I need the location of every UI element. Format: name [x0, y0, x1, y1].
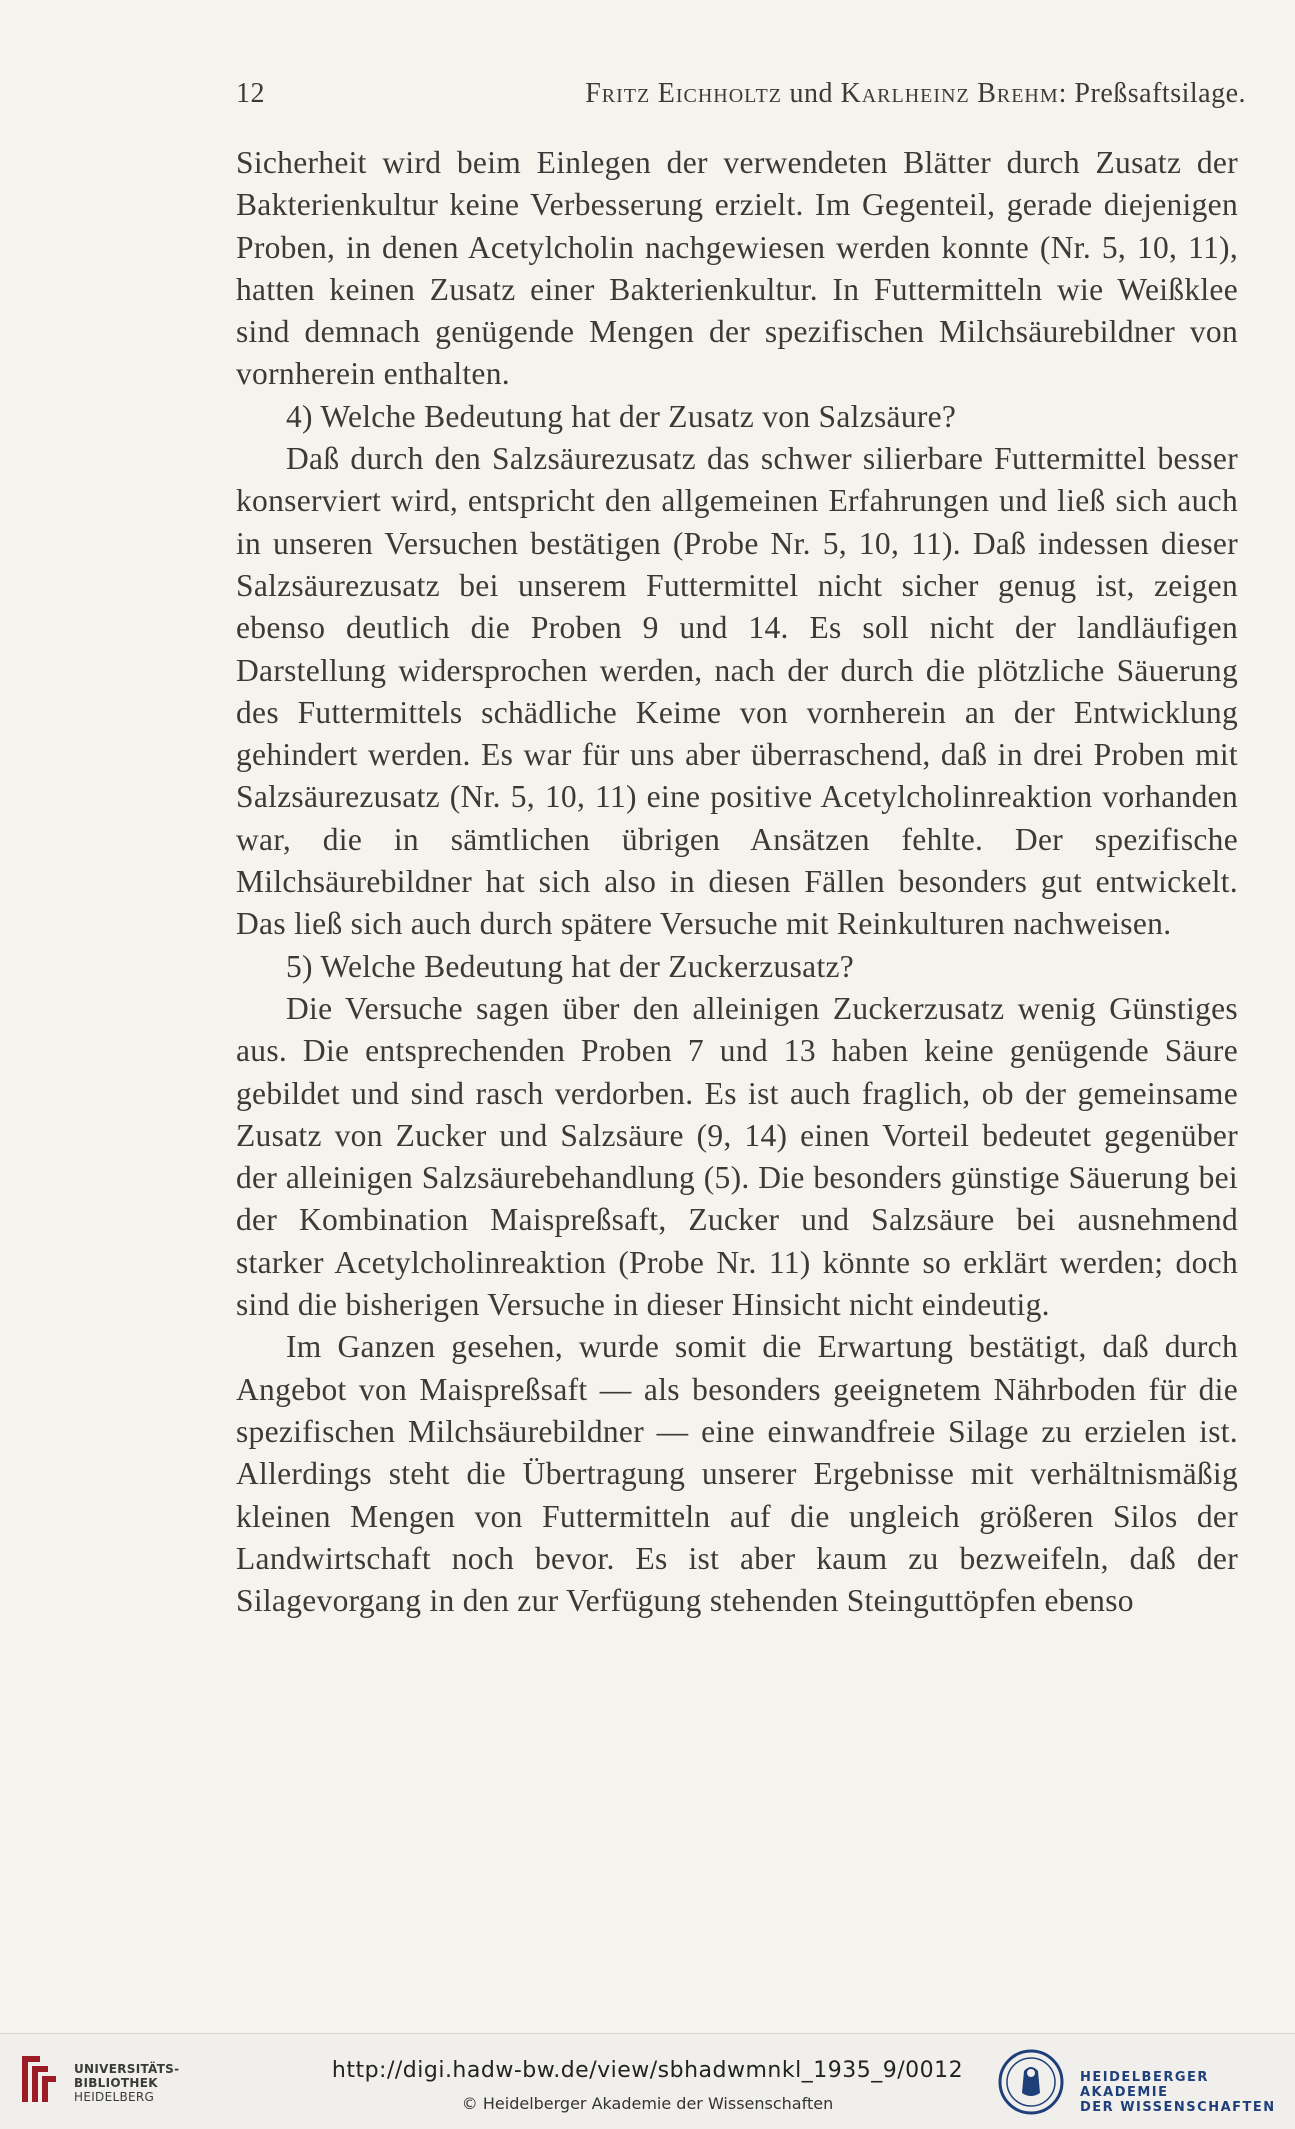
author2-last: Brehm [977, 78, 1059, 109]
paragraph: Daß durch den Salzsäurezusatz das schwer silierbare Futtermittel besser konserviert wird, entspricht den allgemeinen Erfahrungen und ließ sich auch in unseren Versuchen bestätigen (Probe Nr. 5, 10, 11). Daß indessen dieser Salzsäurezusatz bei unserem Futtermittel nicht sicher genug ist, zeigen ebenso deutlich die Proben 9 und 14. Es soll nicht der landläufigen Darstellung widersprochen werden, nach der durch die plötzliche Säuerung des Futtermittels schädliche Keime von vornherein an der Entwicklung gehindert werden. Es war für uns aber überraschend, daß in drei Proben mit Salzsäurezusatz (Nr. 5, 10, 11) eine positive Acetylcholinreaktion vorhanden war, die in sämtlichen übrigen Ansätzen fehlte. Der spezifische Milchsäurebildner hat sich also in diesen Fällen besonders gut entwickelt. Das ließ sich auch durch spätere Versuche mit Reinkulturen nachweisen. [236, 441, 1238, 942]
author2-first: Karlheinz [840, 78, 970, 109]
ub-line1: UNIVERSITÄTS- [74, 2062, 180, 2076]
academy-line2: DER WISSENSCHAFTEN [1080, 2100, 1276, 2115]
academy-label [1080, 2070, 1295, 2115]
ub-line3: HEIDELBERG [74, 2090, 155, 2104]
academy-seal-icon [998, 2049, 1064, 2115]
paragraph: Sicherheit wird beim Einlegen der verwendeten Blätter durch Zusatz der Bakterienkultur keine Verbesserung erzielt. Im Gegenteil, gerade diejenigen Proben, in denen Acetylcholin nachgewiesen werden konnte (Nr. 5, 10, 11), hatten keinen Zusatz einer Bakterienkultur. In Futtermitteln wie Weißklee sind demnach genügende Mengen der spezifischen Milchsäurebildner von vornherein enthalten. [236, 145, 1238, 392]
running-title [585, 78, 1246, 110]
short-title: : Preßsaftsilage. [1058, 78, 1246, 109]
author1-first: Fritz [585, 78, 651, 109]
paragraph: Im Ganzen gesehen, wurde somit die Erwartung bestätigt, daß durch Angebot von Maispreßsaft — als besonders geeignetem Nährboden für die spezifischen Milchsäurebildner — eine einwandfreie Silage zu erzielen ist. Allerdings steht die Übertragung unserer Ergebnisse mit verhältnismäßig kleinen Mengen von Futtermitteln auf die ungleich größeren Silos der Landwirtschaft noch bevor. Es ist aber kaum zu bezweifeln, daß der Silagevorgang in den zur Verfügung stehenden Steinguttöpfen ebenso [236, 1329, 1238, 1619]
section-heading-4: 4) Welche Bedeutung hat der Zusatz von Salzsäure? [286, 398, 957, 434]
ub-line2: BIBLIOTHEK [74, 2076, 158, 2090]
body-text [236, 142, 1238, 1622]
paragraph: Die Versuche sagen über den alleinigen Zuckerzusatz wenig Günstiges aus. Die entsprechenden Proben 7 und 13 haben keine genügende Säure gebildet und sind rasch verdorben. Es ist auch fraglich, ob der gemeinsame Zusatz von Zucker und Salzsäure (9, 14) einen Vorteil bedeutet gegenüber der alleinigen Salzsäurebehandlung (5). Die besonders günstige Säuerung bei der Kombination Maispreßsaft, Zucker und Salzsäure bei ausnehmend starker Acetylcholinreaktion (Probe Nr. 11) könnte so erklärt werden; doch sind die bisherigen Versuche in dieser Hinsicht nicht eindeutig. [236, 990, 1238, 1323]
page-number: 12 [236, 78, 265, 109]
academy-line1: HEIDELBERGER AKADEMIE [1080, 2070, 1209, 2100]
footer-bar [0, 2033, 1295, 2129]
copyright-notice: © Heidelberger Akademie der Wissenschaften [461, 2094, 834, 2113]
permalink-url[interactable]: http://digi.hadw-bw.de/view/sbhadwmnkl_1935_9/0012 [331, 2058, 964, 2083]
section-heading-5: 5) Welche Bedeutung hat der Zuckerzusatz? [286, 948, 855, 984]
conjunction: und [789, 78, 833, 109]
author1-last: Eichholtz [657, 78, 782, 109]
